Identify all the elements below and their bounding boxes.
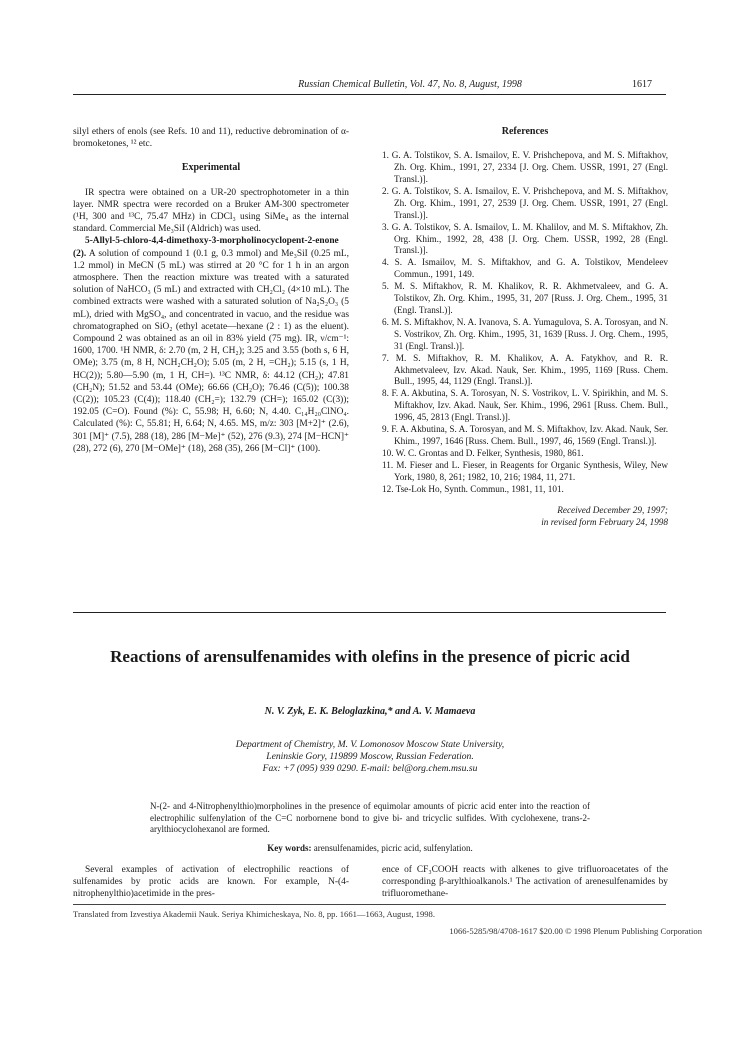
compound-procedure: A solution of compound 1 (0.1 g, 0.3 mmol) and Me₃SiI (0.25 mL, 1.2 mmol) in MeCN (5 mL) was stirred at 20 °C for 1 h in an argon atmosphere. Then the reaction mixture was treated with a saturated solution of NaHCO₃ (5 mL) and extracted with CH₂Cl₂ (4×10 mL). The combined extracts were washed with a saturated solution of Na₂S₂O₃ (5 mL), dried with MgSO₄, and concentrated in vacuo, and the residue was chromatographed on SiO₂ (ethyl acetate—hexane (2 : 1) as the eluent). Compound 2 was obtained as an oil in 83% yield (75 mg). IR, ν/cm⁻¹: 1600, 1700. ¹H NMR, δ: 2.70 (m, 2 H, CH₂); 3.25 and 3.55 (both s, 6 H, OMe); 3.75 (m, 8 H, NCH₂CH₂O); 5.05 (m, 2 H, =CH₂); 5.15 (s, 1 H, HC(2)); 5.80—5.90 (m, 1 H, CH=). ¹³C NMR, δ: 44.12 (CH₂); 47.81 (CH₂N); 51.52 and 53.44 (OMe); 66.66 (CH₂O); 76.46 (C(5)); 100.38 (C(2)); 105.23 (C(4)); 118.40 (CH₂=); 132.79 (CH=); 165.02 (C(3)); 192.05 (C=O). Found (%): C, 55.98; H, 6.60; N, 4.40. C₁₄H₂₀ClNO₄. Calculated (%): C, 55.81; H, 6.64; N, 4.65. MS, m/z: 303 [M+2]⁺ (2.6), 301 [M]⁺ (7.5), 288 (18), 286 [M−Me]⁺ (52), 276 (9.3), 274 [M−HCN]⁺ (28), 272 (6), 270 [M−OMe]⁺ (18), 268 (35), 266 [M−Cl]⁺ (100). — [73, 248, 350, 454]
article-affiliation — [120, 739, 620, 775]
reference-item: 1. G. A. Tolstikov, S. A. Ismailov, E. V. Prishchepova, and M. S. Miftakhov, Zh. Org. Khim., 1991, 27, 2334 [J. Org. Chem. USSR, 1991, 27 (Engl. Transl.)]. — [382, 150, 668, 185]
keywords — [150, 843, 590, 853]
experimental-heading: Experimental — [181, 162, 241, 174]
reference-item: 11. M. Fieser and L. Fieser, in Reagents for Organic Synthesis, Wiley, New York, 1980, 8, 261; 1982, 10, 216; 1984, 11, 271. — [382, 459, 668, 482]
affiliation-line: Leninskie Gory, 119899 Moscow, Russian Federation. — [266, 751, 474, 762]
keywords-label: Key words: — [267, 843, 312, 853]
article-authors: N. V. Zyk, E. K. Beloglazkina,* and A. V. Mamaeva — [264, 706, 476, 717]
revised-date: in revised form February 24, 1998 — [541, 517, 668, 528]
copyright-line: 1066-5285/98/4708-1617 $20.00 © 1998 Plenum Publishing Corporation — [449, 926, 702, 936]
references-heading: References — [501, 126, 549, 137]
article-abstract: N-(2- and 4-Nitrophenylthio)morpholines in the presence of equimolar amounts of picric acid enter into the reaction of electrophilic sulfenylation of the C=C norbornene bond to give bi- and tricyclic sulfides. With cyclohexene, trans-2-arylthiocyclohexanol are formed. — [150, 801, 590, 834]
running-header: Russian Chemical Bulletin, Vol. 47, No. 8, August, 1998 — [298, 79, 522, 90]
experimental-para-1: IR spectra were obtained on a UR-20 spectrophotometer in a thin layer. NMR spectra were recorded on a Bruker AM-300 spectrometer (¹H, 300 and ¹³C, 75.47 MHz) in CDCl₃ using SiMe₄ as the internal standard. Commercial Me₃SiI (Aldrich) was used. — [73, 187, 349, 235]
right-column — [382, 126, 668, 529]
experimental-para-2 — [73, 235, 349, 455]
compound-name: 5-Allyl-5-chloro-4,4-dimethoxy-3-morpholinocyclopent-2-enone (2). — [73, 236, 339, 259]
reference-item: 3. G. A. Tolstikov, S. A. Ismailov, L. M. Khalilov, and M. S. Miftakhov, Zh. Org. Khim., 1992, 28, 438 [J. Org. Chem. USSR, 1992, 28 (Engl. Transl.)]. — [382, 221, 668, 256]
article-body-right: ence of CF₃COOH reacts with alkenes to give trifluoroacetates of the corresponding β-arylthioalkanols.¹ The activation of arenesulfenamides by trifluoromethane- — [382, 865, 668, 900]
footer-rule — [73, 904, 666, 905]
affiliation-line: Fax: +7 (095) 939 0290. E-mail: bel@org.chem.msu.su — [262, 763, 478, 774]
section-rule — [73, 612, 666, 613]
article-body-left: Several examples of activation of electrophilic reactions of sulfenamides by protic acids are known. For example, N-(4-nitrophenylthio)acetimide in the pres- — [73, 865, 349, 900]
header-rule — [73, 94, 666, 95]
reference-item: 8. F. A. Akbutina, S. A. Torosyan, N. S. Vostrikov, L. V. Spirikhin, and M. S. Miftakhov, Izv. Akad. Nauk, Ser. Khim., 1996, 2961 [Russ. Chem. Bull., 1996, 45, 2813 (Engl. Transl.)]. — [382, 388, 668, 423]
reference-item: 6. M. S. Miftakhov, N. A. Ivanova, S. A. Yumagulova, S. A. Torosyan, and N. S. Vostrikov, Zh. Org. Khim., 1995, 31, 1639 [Russ. J. Org. Chem., 1995, 31 (Engl. Transl.)]. — [382, 316, 668, 351]
affiliation-line: Department of Chemistry, M. V. Lomonosov Moscow State University, — [235, 739, 505, 750]
reference-item: 2. G. A. Tolstikov, S. A. Ismailov, E. V. Prishchepova, and M. S. Miftakhov, Zh. Org. Khim., 1991, 27, 2539 [J. Org. Chem. USSR, 1991, 27 (Engl. Transl.)]. — [382, 185, 668, 220]
left-column — [73, 126, 349, 455]
reference-item: 5. M. S. Miftakhov, R. M. Khalikov, R. R. Akhmetvaleev, and G. A. Tolstikov, Zh. Org. Khim., 1995, 31, 207 [Russ. J. Org. Chem., 1995, 31 (Engl. Transl.)]. — [382, 281, 668, 315]
page-number: 1617 — [632, 79, 652, 90]
reference-item: 9. F. A. Akbutina, S. A. Torosyan, and M. S. Miftakhov, Izv. Akad. Nauk, Ser. Khim., 1997, 1646 [Russ. Chem. Bull., 1997, 46, 1569 (Engl. Transl.)]. — [382, 424, 668, 446]
keywords-text: arensulfenamides, picric acid, sulfenylation. — [313, 843, 473, 853]
reference-item: 12. Tse-Lok Ho, Synth. Commun., 1981, 11, 101. — [382, 483, 564, 494]
translation-note: Translated from Izvestiya Akademii Nauk. Seriya Khimicheskaya, No. 8, pp. 1661—1663, August, 1998. — [73, 909, 435, 919]
intro-text: silyl ethers of enols (see Refs. 10 and 11), reductive debromination of α-bromoketones, ¹² etc. — [73, 127, 349, 150]
reference-item: 10. W. C. Grontas and D. Felker, Synthesis, 1980, 861. — [382, 447, 584, 458]
reference-item: 4. S. A. Ismailov, M. S. Miftakhov, and G. A. Tolstikov, Mendeleev Commun., 1991, 149. — [382, 257, 668, 280]
article-title: Reactions of arensulfenamides with olefins in the presence of picric acid — [110, 647, 630, 666]
reference-list — [382, 150, 668, 495]
reference-item: 7. M. S. Miftakhov, R. M. Khalikov, A. A. Fatykhov, and R. R. Akhmetvaleev, Izv. Akad. Nauk, Ser. Khim., 1995, 1169 [Russ. Chem. Bull., 1995, 44, 1129 (Engl. Transl.)]. — [382, 352, 668, 387]
received-date: Received December 29, 1997; — [557, 505, 668, 516]
